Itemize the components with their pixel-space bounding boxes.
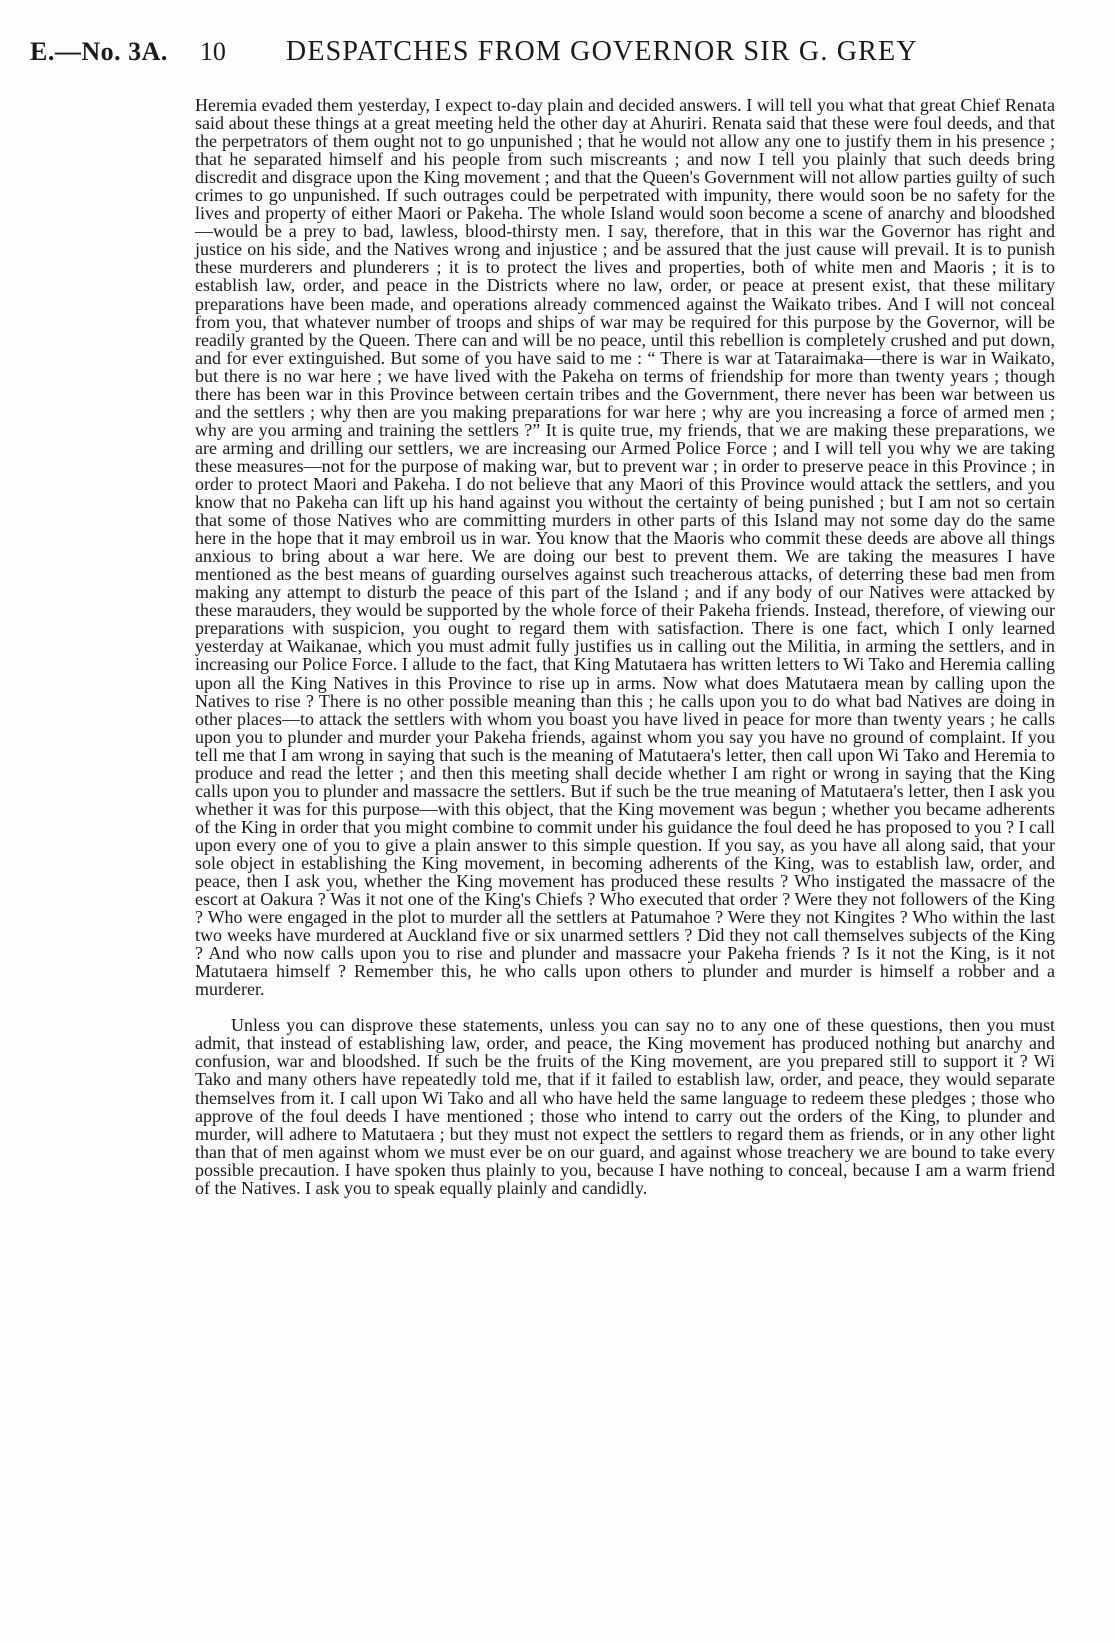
paragraph-2: Unless you can disprove these statements, unless you can say no to any one of these questions, then you must admit, that instead of establishing law, order, and peace, the King movement has produced nothing but anarchy and confusion, war and bloodshed. If such be the fruits of the King movement, are you prepared still to support it ? Wi Tako and many others have repeatedly told me, that if it failed to establish law, order, and peace, they would separate themselves from it. I call upon Wi Tako and all who have held the same language to redeem these pledges ; those who approve of the foul deeds I have mentioned ; those who intend to carry out the orders of the King, to plunder and murder, will adhere to Matutaera ; but they must not expect the settlers to regard them as friends, or in any other light than that of men against whom we must ever be on our guard, and against whose treachery we are bound to take every possible precaution. I have spoken thus plainly to you, because I have nothing to conceal, because I am a warm friend of the Natives. I ask you to speak equally plainly and candidly.	[195, 1015, 1055, 1198]
running-title: DESPATCHES FROM GOVERNOR SIR G. GREY	[285, 36, 918, 67]
document-reference: E.—No. 3A.	[30, 37, 168, 66]
body-text	[195, 96, 1055, 1197]
page-number: 10	[199, 37, 226, 66]
page-header	[30, 36, 1090, 76]
paragraph-1: Heremia evaded them yesterday, I expect to-day plain and decided answers. I will tell you what that great Chief Renata said about these things at a great meeting held the other day at Ahuriri. Renata said that these were foul deeds, and that the perpetrators of them ought not to go unpunished ; that he would not allow any one to justify them in his presence ; that he separated himself and his people from such miscreants ; and now I tell you plainly that such deeds bring discredit and disgrace upon the King movement ; and that the Queen's Government will not allow parties guilty of such crimes to go unpunished. If such outrages could be perpetrated with impunity, there would soon be no safety for the lives and property of either Maori or Pakeha. The whole Island would soon become a scene of anarchy and bloodshed—would be a prey to bad, lawless, blood-thirsty men. I say, therefore, that in this war the Governor has right and justice on his side, and the Natives wrong and injustice ; and be assured that the just cause will prevail. It is to punish these murderers and plunderers ; it is to protect the lives and properties, both of white men and Maoris ; it is to establish law, order, and peace in the Districts where no law, order, or peace at present exist, that these military preparations have been made, and operations already commenced against the Waikato tribes. And I will not conceal from you, that whatever number of troops and ships of war may be required for this purpose by the Governor, will be readily granted by the Queen. There can and will be no peace, until this rebellion is completely crushed and put down, and for ever extinguished. But some of you have said to me : “ There is war at Tataraimaka—there is war in Waikato, but there is no war here ; we have lived with the Pakeha on terms of friendship for more than twenty years ; though there has been war in this Province between certain tribes and the Government, there never has been war between us and the settlers ; why then are you making preparations for war here ; why are you increasing a force of armed men ; why are you arming and training the settlers ?” It is quite true, my friends, that we are making these preparations, we are arming and drilling our settlers, we are increasing our Armed Police Force ; and I will tell you why we are taking these measures—not for the purpose of making war, but to prevent war ; in order to preserve peace in this Province ; in order to protect Maori and Pakeha. I do not believe that any Maori of this Province would attack the settlers, and you know that no Pakeha can lift up his hand against you without the certainty of being punished ; but I am not so certain that some of those Natives who are committing murders in other parts of this Island may not some day do the same here in the hope that it may embroil us in war. You know that the Maoris who commit these deeds are above all things anxious to bring about a war here. We are doing our best to prevent them. We are taking the measures I have mentioned as the best means of guarding ourselves against such treacherous attacks, of deterring these bad men from making any attempt to disturb the peace of this part of the Island ; and if any body of our Natives were attacked by these marauders, they would be supported by the whole force of their Pakeha friends. Instead, therefore, of viewing our preparations with suspicion, you ought to regard them with satisfaction. There is one fact, which I only learned yesterday at Waikanae, which you must admit fully justifies us in calling out the Militia, in arming the settlers, and in increasing our Police Force. I allude to the fact, that King Matutaera has written letters to Wi Tako and Heremia calling upon all the King Natives in this Province to rise up in arms. Now what does Matutaera mean by calling upon the Natives to rise ? There is no other possible meaning than this ; he calls upon you to do what bad Natives are doing in other places—to attack the settlers with whom you boast you have lived in peace for more than twenty years ; he calls upon you to plunder and murder your Pakeha friends, against whom you say you have no ground of complaint. If you tell me that I am wrong in saying that such is the meaning of Matutaera's letter, then call upon Wi Tako and Heremia to produce and read the letter ; and then this meeting shall decide whether I am right or wrong in saying that the King calls upon you to plunder and massacre the settlers. But if such be the true meaning of Matutaera's letter, then I ask you whether it was for this purpose—with this object, that the King movement was begun ; whether you became adherents of the King in order that you might combine to commit under his guidance the foul deed he has proposed to you ? I call upon every one of you to give a plain answer to this simple question. If you say, as you have all along said, that your sole object in establishing the King movement, in becoming adherents of the King, was to establish law, order, and peace, then I ask you, whether the King movement has produced these results ? Who instigated the massacre of the escort at Oakura ? Was it not one of the King's Chiefs ? Who executed that order ? Were they not followers of the King ? Who were engaged in the plot to murder all the settlers at Patumahoe ? Were they not Kingites ? Who within the last two weeks have murdered at Auckland five or six unarmed settlers ? Did they not call themselves subjects of the King ? And who now calls upon you to rise and plunder and massacre your Pakeha friends ? Is it not the King, is it not Matutaera himself ? Remember this, he who calls upon others to plunder and murder is himself a robber and a murderer.	[195, 95, 1055, 1000]
